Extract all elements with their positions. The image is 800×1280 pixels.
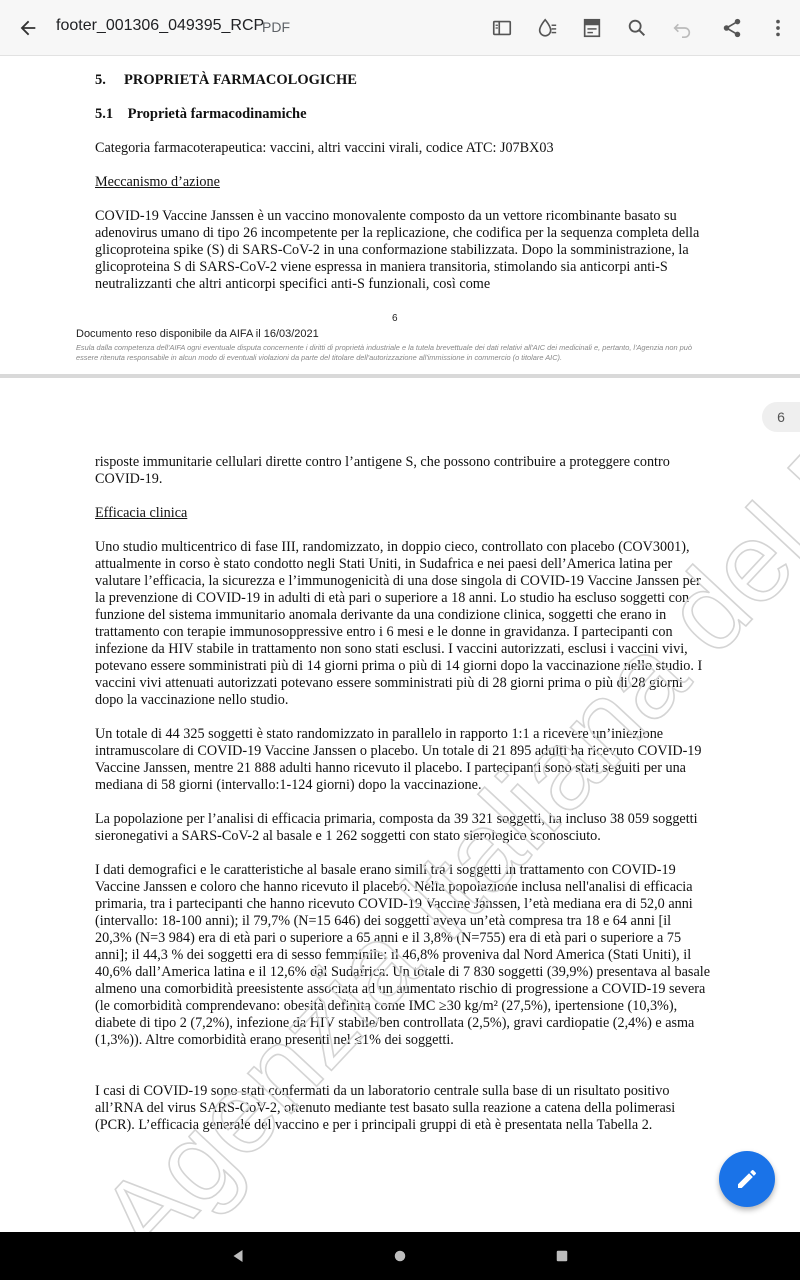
back-arrow-icon[interactable] [14,14,42,42]
page-number: 6 [392,313,398,324]
mechanism-heading: Meccanismo d’azione [95,174,220,190]
reading-mode-icon[interactable] [488,14,516,42]
app-bar [0,0,800,56]
system-nav-bar [0,1232,800,1280]
atc-category-text: Categoria farmacoterapeutica: vaccini, altri vaccini virali, codice ATC: J07BX03 [95,140,554,156]
more-vert-icon[interactable] [764,14,792,42]
demographics-paragraph: I dati demografici e le caratteristiche al basale erano simili tra i soggetti in trattamento con COVID-19 Vaccine Janssen e coloro che hanno ricevuto il placebo. Nella popolazione inclusa nell'analisi di efficacia primaria, tra i partecipanti che hanno ricevuto COVID-19 Vaccine Janssen, l’età mediana era di 52,0 anni (intervallo: 18-100 anni); il 79,7% (N=15 646) dei soggetti aveva un’età compresa tra 18 e 64 anni [il 20,3% (N=3 984) era di età pari o superiore a 65 anni e il 3,8% (N=755) era di età pari o superiore a 75 anni]; il 44,3 % dei soggetti era di sesso femminile; il 46,8% proveniva dal Nord America (Stati Uniti), il 40,6% dall’America latina e il 12,6% dal Sudafrica. Un totale di 7 830 soggetti (39,9%) presentava al basale almeno una comorbidità preesistente associata ad un aumentato rischio di progressione a COVID-19 severa (le comorbidità comprendevano: obesità definita come IMC ≥30 kg/m² (27,5%), ipertensione (10,3%), diabete di tipo 2 (7,2%), infezione da HIV stabile/ben controllata (2,5%), gravi cardiopatie (2,4%) e asma (1,3%)). Altre comorbidità erano presenti nel ≤1% dei soggetti. [95,862,710,1048]
nav-home-icon[interactable] [388,1244,412,1268]
continuation-paragraph: risposte immunitarie cellulari dirette contro l’antigene S, che possono contribuire a proteggere contro COVID-19. [95,454,670,487]
efficacy-heading: Efficacia clinica [95,505,188,521]
population-paragraph: La popolazione per l’analisi di efficacia primaria, composta da 39 321 soggetti, ha incluso 38 059 soggetti sieronegativi a SARS-CoV-2 al basale e 1 262 soggetti con stato sierologico sconosciuto. [95,811,698,844]
page-indicator-badge[interactable]: 6 [762,402,800,432]
pencil-icon [735,1167,759,1191]
nav-back-icon[interactable] [226,1244,250,1268]
pdf-page-6 [0,56,800,374]
nav-recents-icon[interactable] [550,1244,574,1268]
subsection-heading: 5.1 Proprietà farmacodinamiche [95,106,307,122]
cases-paragraph: I casi di COVID-19 sono stati confermati da un laboratorio centrale sulla base di un risultato positivo all’RNA del virus SARS-CoV-2, ottenuto mediante test basato sulla reazione a catena della polimerasi (PCR). L’efficacia generale del vaccino e per i principali gruppi di età è presentata nella Tabella 2. [95,1083,676,1133]
section-heading: 5. PROPRIETÀ FARMACOLOGICHE [95,72,357,88]
pdf-page-7 [0,378,800,1230]
undo-icon[interactable] [668,14,696,42]
water-drop-icon[interactable] [533,14,561,42]
mechanism-paragraph: COVID-19 Vaccine Janssen è un vaccino monovalente composto da un vettore ricombinante basato su adenovirus umano di tipo 26 incompetente per la replicazione, che codifica per la sequenza completa della glicoproteina spike (S) di SARS-CoV-2 in una conformazione stabilizzata. Dopo la somministrazione, la glicoproteina S di SARS-CoV-2 viene espressa in maniera transitoria, stimolando sia anticorpi anti-S neutralizzanti che altri anticorpi specifici anti-S funzionali, così come [95,208,700,292]
edit-fab-button[interactable] [719,1151,775,1207]
page-layout-icon[interactable] [578,14,606,42]
randomization-paragraph: Un totale di 44 325 soggetti è stato randomizzato in parallelo in rapporto 1:1 a ricevere un’iniezione intramuscolare di COVID-19 Vaccine Janssen o placebo. Un totale di 21 895 adulti ha ricevuto COVID-19 Vaccine Janssen, mentre 21 888 adulti hanno ricevuto il placebo. I partecipanti sono stati seguiti per una mediana di 58 giorni (intervallo:1-124 giorni) dopo la vaccinazione. [95,726,702,793]
study-paragraph: Uno studio multicentrico di fase III, randomizzato, in doppio cieco, controllato con placebo (COV3001), attualmente in corso è stato condotto negli Stati Uniti, in Sudafrica e nei paesi dell’America latina per valutare l’efficacia, la sicurezza e l’immunogenicità di una dose singola di COVID-19 Vaccine Janssen per la prevenzione di COVID-19 in adulti di età pari o superiore a 18 anni. Lo studio ha escluso soggetti con funzione del sistema immunitario anomala derivante da una condizione clinica, soggetti che erano in trattamento con terapie immunosoppressive entro i 6 mesi e le donne in gravidanza. I partecipanti con infezione da HIV stabile in trattamento non sono stati esclusi. I vaccini autorizzati, esclusi i vaccini vivi, potevano essere somministrati più di 14 giorni prima o più di 14 giorni dopo la vaccinazione nello studio. I vaccini vivi attenuati autorizzati potevano essere somministrati più di 28 giorni prima o più di 28 giorni dopo la vaccinazione nello studio. [95,539,703,708]
file-type-label: PDF [262,19,290,35]
file-name: footer_001306_049395_RCP [56,17,265,34]
footer-document-note: Documento reso disponibile da AIFA il 16/03/2021 [76,328,319,340]
share-icon[interactable] [718,14,746,42]
footer-disclaimer: Esula dalla competenza dell'AIFA ogni eventuale disputa concernente i diritti di proprietà industriale e la tutela brevettuale dei dati relativi all'AIC dei medicinali e, pertanto, l'Agenzia non può essere ritenuta responsabile in alcun modo di eventuali violazioni da parte del titolare dell'autorizzazione all'immissione in commercio (o titolare AIC). [76,343,692,362]
search-icon[interactable] [623,14,651,42]
